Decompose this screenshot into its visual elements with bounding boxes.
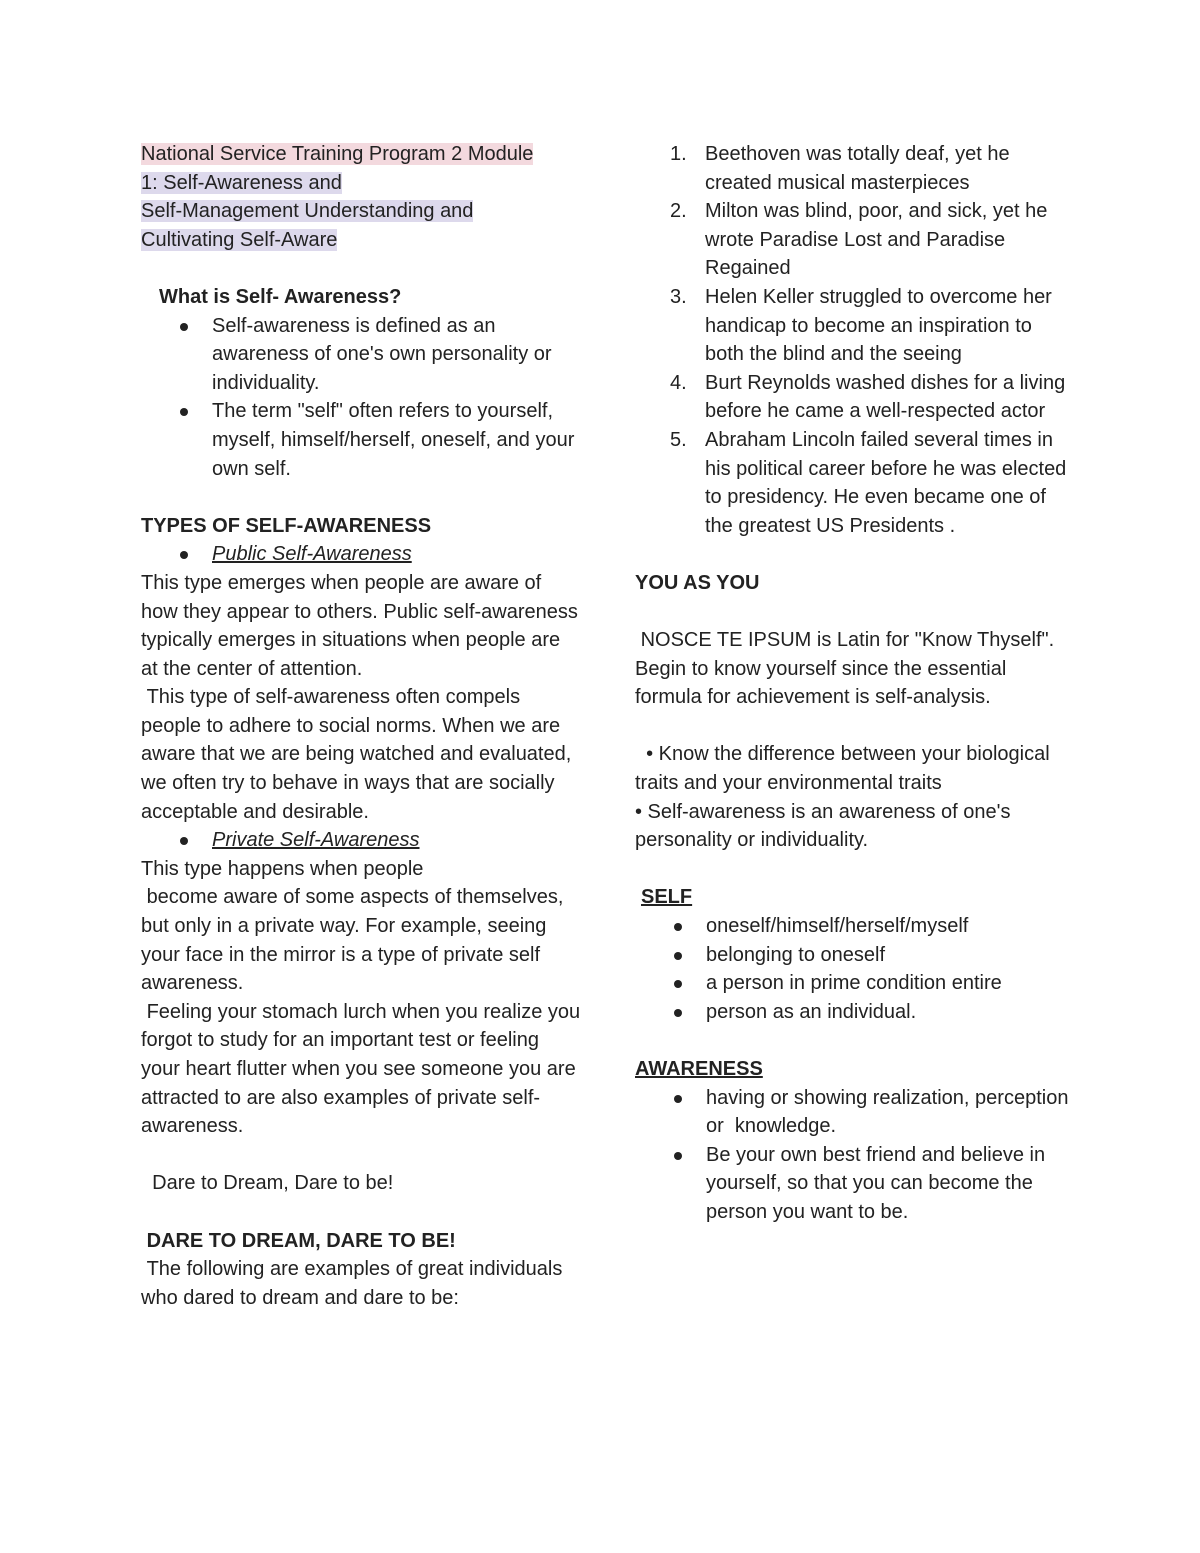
list-item: 1. Beethoven was totally deaf, yet he created musical masterpieces	[670, 143, 1010, 194]
list-item: The term "self" often refers to yourself, myself, himself/herself, oneself, and your own self.	[141, 397, 581, 483]
private-para-1-line-1: This type happens when people	[141, 857, 424, 880]
left-column	[141, 140, 586, 1312]
self-heading: SELF	[641, 886, 693, 909]
list-item: 4. Burt Reynolds washed dishes for a living before he came a well-respected actor	[670, 371, 1066, 423]
dare-heading: DARE TO DREAM, DARE TO BE!	[141, 1229, 456, 1252]
private-para-1-rest: become aware of some aspects of themselves, but only in a private way. For example, seeing your face in the mirror is a type of private self awareness.	[141, 886, 569, 995]
dare-line: Dare to Dream, Dare to be!	[141, 1172, 394, 1195]
you-heading: YOU AS YOU	[635, 571, 760, 594]
right-column	[635, 140, 1075, 1227]
list-item: oneself/himself/herself/myself	[635, 912, 1075, 941]
public-label: Public Self-Awareness	[141, 540, 581, 569]
title-line-2: 1: Self-Awareness and	[141, 171, 342, 194]
types-heading: TYPES OF SELF-AWARENESS	[141, 514, 432, 537]
list-item: belonging to oneself	[635, 941, 1075, 970]
list-item: having or showing realization, perception or knowledge.	[635, 1084, 1075, 1141]
public-para-2: This type of self-awareness often compels people to adhere to social norms. When we are aware that we are being watched and evaluated, we often try to behave in ways that are socially acceptable and desirable.	[141, 686, 577, 823]
title-line-4: Cultivating Self-Aware	[141, 228, 338, 251]
title-line-3: Self-Management Understanding and	[141, 200, 474, 223]
title-line-1: National Service Training Program 2 Module	[141, 143, 534, 165]
list-item: 5. Abraham Lincoln failed several times in his political career before he was elected to presidency. He even became one of the greatest US Presidents .	[670, 428, 1067, 537]
list-item: Be your own best friend and believe in yourself, so that you can become the person you want to be.	[635, 1141, 1075, 1227]
private-para-2: Feeling your stomach lurch when you realize you forgot to study for an important test or feeling your heart flutter when you see someone you are attracted to are also examples of private self-awareness.	[141, 1000, 586, 1138]
examples-list	[635, 140, 1075, 540]
list-item: a person in prime condition entire	[635, 969, 1075, 998]
list-item: 2. Milton was blind, poor, and sick, yet he wrote Paradise Lost and Paradise Regained	[670, 200, 1048, 280]
what-heading: What is Self- Awareness?	[159, 285, 402, 308]
public-para-1: This type emerges when people are aware of how they appear to others. Public self-awareness typically emerges in situations when people are at the center of attention.	[141, 571, 578, 680]
what-bullets	[141, 312, 581, 484]
private-para-1	[141, 855, 581, 998]
dare-para: The following are examples of great individuals who dared to dream and dare to be:	[141, 1258, 568, 1309]
self-bullets	[635, 912, 1075, 1026]
list-item: person as an individual.	[635, 998, 1075, 1027]
list-item: 3. Helen Keller struggled to overcome her handicap to become an inspiration to both the blind and the seeing	[670, 285, 1052, 366]
know-para: • Know the difference between your biological traits and your environmental traits	[635, 743, 1056, 795]
module-title	[141, 140, 581, 254]
private-label: Private Self-Awareness	[141, 826, 581, 855]
list-item: Self-awareness is defined as an awareness of one's own personality or individuality.	[141, 312, 581, 398]
nosce-para: NOSCE TE IPSUM is Latin for "Know Thyself". Begin to know yourself since the essential formula for achievement is self-analysis.	[635, 629, 1060, 709]
awareness-bullets	[635, 1084, 1075, 1227]
awareness-heading: AWARENESS	[635, 1058, 763, 1080]
self-awareness-para: • Self-awareness is an awareness of one's personality or individuality.	[635, 800, 1011, 852]
